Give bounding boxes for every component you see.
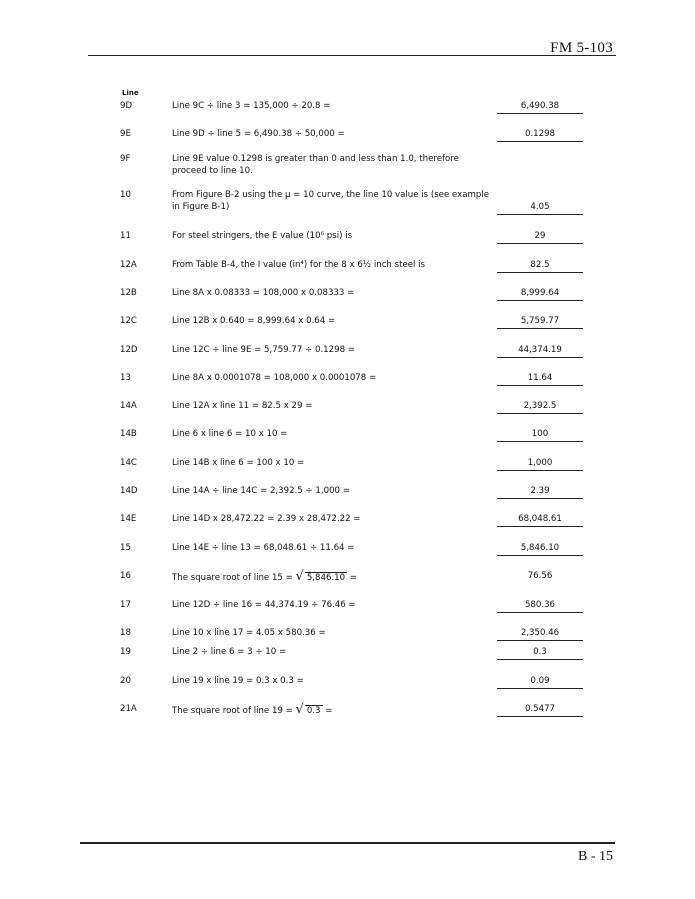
line-value: 11.64 <box>527 373 553 383</box>
line-text: Line 8A x 0.08333 = 108,000 x 0.08333 = <box>172 288 355 298</box>
line-text <box>172 571 494 585</box>
radical-icon: √ <box>295 702 304 717</box>
line-value: 44,374.19 <box>518 345 562 355</box>
line-text: From Table B-4, the I value (in⁴) for the 8 x 6½ inch steel is <box>172 260 425 270</box>
line-text: Line 12B x 0.640 = 8,999.64 x 0.64 = <box>172 316 336 326</box>
line-text: Line 9E value 0.1298 is greater than 0 and less than 1.0, therefore proceed to line 10. <box>172 154 459 176</box>
line-text: From Figure B-2 using the μ = 10 curve, the line 10 value is (see example in Figure B-1) <box>172 190 489 212</box>
line-text <box>172 704 494 718</box>
line-number: 9F <box>120 154 131 164</box>
line-text: Line 9C ÷ line 3 = 135,000 ÷ 20.8 = <box>172 101 331 111</box>
radical-icon: √ <box>295 569 304 584</box>
value-underline <box>497 300 583 301</box>
page-number: B - 15 <box>578 849 613 864</box>
line-text: Line 12D ÷ line 16 = 44,374.19 ÷ 76.46 = <box>172 600 356 610</box>
line-text: Line 19 x line 19 = 0.3 x 0.3 = <box>172 676 304 686</box>
line-text: Line 14E ÷ line 13 = 68,048.61 ÷ 11.64 = <box>172 543 355 553</box>
line-text: For steel stringers, the E value (10⁶ psi) is <box>172 231 353 241</box>
line-text: Line 14D x 28,472.22 = 2.39 x 28,472.22 = <box>172 514 361 524</box>
value-underline <box>497 328 583 329</box>
line-text: Line 12C ÷ line 9E = 5,759.77 ÷ 0.1298 = <box>172 345 355 355</box>
line-number: 20 <box>120 676 131 686</box>
line-number: 19 <box>120 647 131 657</box>
line-text: Line 9D ÷ line 5 = 6,490.38 ÷ 50,000 = <box>172 129 345 139</box>
line-text: Line 14A ÷ line 14C = 2,392.5 ÷ 1,000 = <box>172 486 350 496</box>
value-underline <box>497 272 583 273</box>
value-underline <box>497 243 583 244</box>
line-number: 11 <box>120 231 131 241</box>
value-underline <box>497 441 583 442</box>
value-underline <box>497 113 583 114</box>
line-number: 14C <box>120 458 137 468</box>
line-value: 0.5477 <box>524 704 556 714</box>
value-underline <box>497 470 583 471</box>
value-underline <box>497 141 583 142</box>
line-value: 5,759.77 <box>520 316 560 326</box>
value-underline <box>497 526 583 527</box>
line-text-suffix: = <box>347 573 358 583</box>
line-value: 0.3 <box>533 647 547 657</box>
line-text-prefix: The square root of line 15 = <box>172 573 296 583</box>
radicand: 0.3 <box>306 706 321 716</box>
line-number: 16 <box>120 571 131 581</box>
line-number: 12C <box>120 316 137 326</box>
line-number: 14A <box>120 401 137 411</box>
line-number: 14B <box>120 429 137 439</box>
line-value: 76.56 <box>527 571 553 581</box>
value-underline <box>497 716 583 717</box>
line-value: 6,490.38 <box>520 101 560 111</box>
line-value: 4.05 <box>530 202 550 212</box>
line-number: 14D <box>120 486 138 496</box>
radicand: 5,846.10 <box>306 573 346 583</box>
line-number: 13 <box>120 373 131 383</box>
line-value: 68,048.61 <box>518 514 562 524</box>
line-text-prefix: The square root of line 19 = <box>172 706 296 716</box>
line-text: Line 2 ÷ line 6 = 3 ÷ 10 = <box>172 647 287 657</box>
line-text: Line 10 x line 17 = 4.05 x 580.36 = <box>172 628 326 638</box>
line-text: Line 14B x line 6 = 100 x 10 = <box>172 458 305 468</box>
line-value: 8,999.64 <box>520 288 560 298</box>
value-underline <box>497 640 583 641</box>
running-header: FM 5-103 <box>550 40 613 56</box>
line-value: 0.1298 <box>524 129 556 139</box>
line-value: 2,392.5 <box>523 401 557 411</box>
value-underline <box>497 413 583 414</box>
line-number: 17 <box>120 600 131 610</box>
line-value: 29 <box>534 231 546 241</box>
line-number: 9E <box>120 129 131 139</box>
line-text-suffix: = <box>322 706 333 716</box>
line-number: 18 <box>120 628 131 638</box>
line-value: 580.36 <box>524 600 556 610</box>
line-value: 5,846.10 <box>520 543 560 553</box>
header-rule <box>88 55 616 56</box>
line-number: 14E <box>120 514 137 524</box>
value-underline <box>497 555 583 556</box>
value-underline <box>497 688 583 689</box>
line-number: 10 <box>120 190 131 200</box>
line-value: 100 <box>531 429 549 439</box>
line-value: 2,350.46 <box>520 628 560 638</box>
line-text: Line 8A x 0.0001078 = 108,000 x 0.0001078 = <box>172 373 377 383</box>
line-number: 12A <box>120 260 137 270</box>
value-underline <box>497 357 583 358</box>
line-value: 1,000 <box>527 458 553 468</box>
value-underline <box>497 385 583 386</box>
line-number: 21A <box>120 704 137 714</box>
line-number: 15 <box>120 543 131 553</box>
value-underline <box>497 214 583 215</box>
line-number: 9D <box>120 101 133 111</box>
footer-rule <box>80 842 615 844</box>
line-number: 12B <box>120 288 137 298</box>
value-underline <box>497 612 583 613</box>
value-underline <box>497 659 583 660</box>
line-value: 82.5 <box>530 260 550 270</box>
line-text: Line 6 x line 6 = 10 x 10 = <box>172 429 288 439</box>
line-value: 0.09 <box>530 676 550 686</box>
line-text: Line 12A x line 11 = 82.5 x 29 = <box>172 401 313 411</box>
line-number: 12D <box>120 345 138 355</box>
line-value: 2.39 <box>530 486 550 496</box>
line-column-header: Line <box>122 89 139 97</box>
value-underline <box>497 498 583 499</box>
